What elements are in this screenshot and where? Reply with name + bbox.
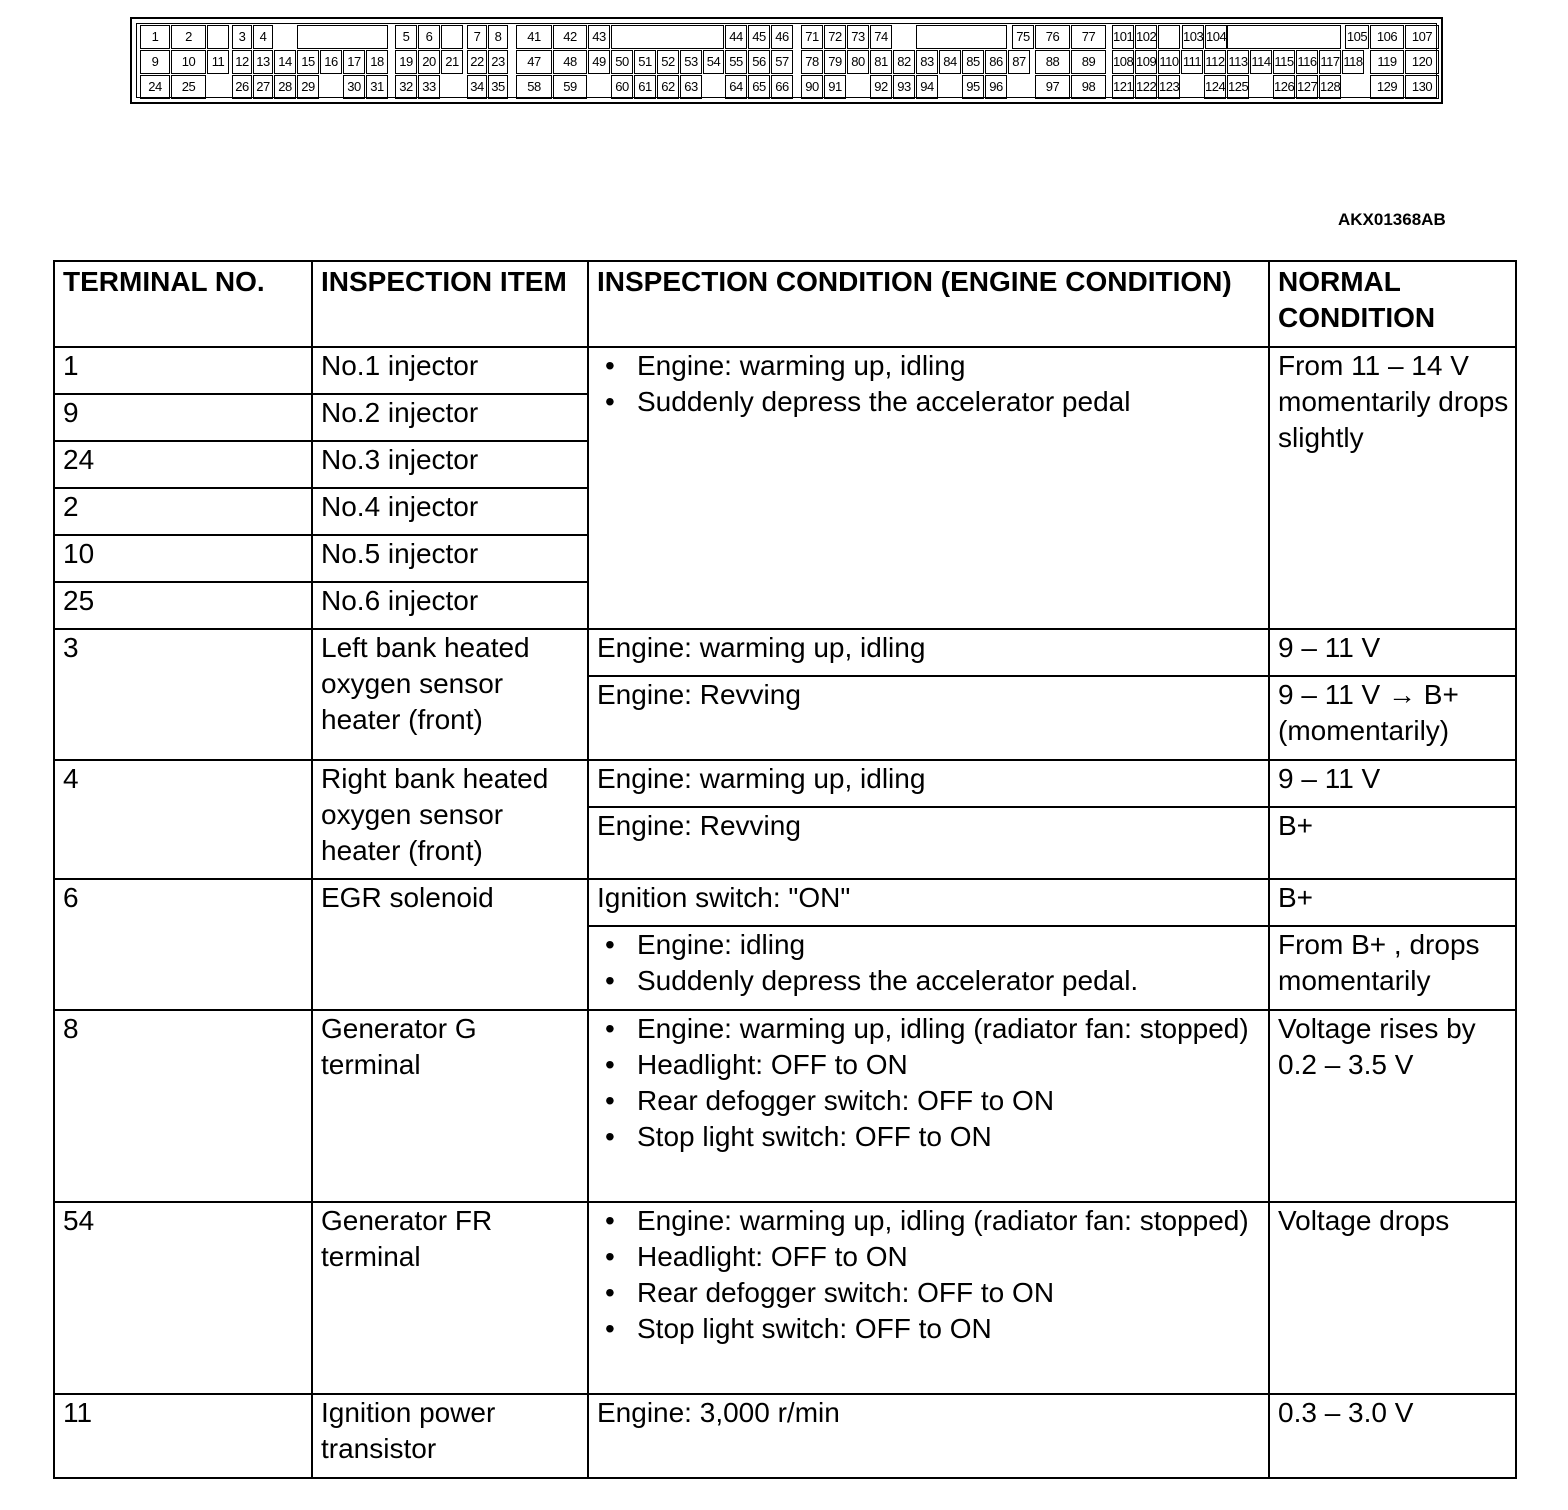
connector-pin-79: 79 [824, 50, 846, 74]
connector-pin-128: 128 [1319, 75, 1341, 99]
condition-cell: Engine: warming up, idling [588, 629, 1269, 676]
connector-pin-57: 57 [771, 50, 793, 74]
connector-pin-127: 127 [1296, 75, 1318, 99]
table-row [54, 1010, 1516, 1202]
connector-pin-110: 110 [1158, 50, 1180, 74]
connector-pin-28: 28 [274, 75, 296, 99]
condition-cell: Engine: Revving [588, 676, 1269, 760]
condition-cell: Engine: warming up, idling [588, 760, 1269, 807]
connector-pin-54: 54 [703, 50, 724, 74]
terminal-cell: 2 [54, 488, 312, 535]
connector-pin-34: 34 [467, 75, 487, 99]
connector-pin-31: 31 [366, 75, 388, 99]
connector-pin-18: 18 [366, 50, 388, 74]
condition-bullet: • Suddenly depress the accelerator pedal. [637, 963, 1262, 999]
connector-pin-10: 10 [171, 50, 206, 74]
condition-cell: Engine: Revving [588, 807, 1269, 879]
connector-pin-35: 35 [488, 75, 508, 99]
connector-pin-9: 9 [140, 50, 170, 74]
terminal-cell: 4 [54, 760, 312, 879]
connector-blank-cavity [611, 25, 724, 49]
connector-blank-cavity [916, 25, 1007, 49]
condition-cell [588, 926, 1269, 1010]
connector-pin-115: 115 [1273, 50, 1295, 74]
item-cell: Ignition power transistor [312, 1394, 588, 1478]
normal-cell: Voltage rises by 0.2 – 3.5 V [1269, 1010, 1516, 1202]
connector-pin-58: 58 [516, 75, 552, 99]
condition-bullet: • Stop light switch: OFF to ON [637, 1119, 1262, 1155]
connector-pin-66: 66 [771, 75, 793, 99]
connector-pin-77: 77 [1071, 25, 1106, 49]
connector-pin-22: 22 [467, 50, 487, 74]
connector-pin-122: 122 [1135, 75, 1157, 99]
connector-pin-108: 108 [1112, 50, 1134, 74]
connector-pin-7: 7 [467, 25, 487, 49]
normal-cell: 0.3 – 3.0 V [1269, 1394, 1516, 1478]
connector-blank-cavity [441, 25, 463, 49]
condition-cell [588, 347, 1269, 629]
terminal-cell: 24 [54, 441, 312, 488]
connector-pin-91: 91 [824, 75, 846, 99]
connector-pin-8: 8 [488, 25, 508, 49]
item-cell: Left bank heated oxygen sensor heater (front) [312, 629, 588, 760]
connector-pin-85: 85 [962, 50, 984, 74]
condition-cell [588, 1202, 1269, 1394]
connector-pin-15: 15 [297, 50, 319, 74]
connector-blank-cavity [297, 25, 388, 49]
item-cell: Generator FR terminal [312, 1202, 588, 1394]
connector-pin-90: 90 [801, 75, 823, 99]
condition-bullet: • Headlight: OFF to ON [637, 1239, 1262, 1275]
connector-pin-52: 52 [657, 50, 679, 74]
header-normal-condition: NORMAL CONDITION [1269, 261, 1516, 347]
connector-pin-16: 16 [320, 50, 342, 74]
normal-cell: 9 – 11 V [1269, 760, 1516, 807]
table-row [54, 879, 1516, 926]
item-cell: No.3 injector [312, 441, 588, 488]
terminal-cell: 10 [54, 535, 312, 582]
table-row [54, 347, 1516, 394]
connector-pin-63: 63 [680, 75, 702, 99]
connector-pin-12: 12 [232, 50, 252, 74]
connector-pin-29: 29 [297, 75, 319, 99]
header-inspection-item: INSPECTION ITEM [312, 261, 588, 347]
terminal-cell: 1 [54, 347, 312, 394]
connector-pin-103: 103 [1182, 25, 1204, 49]
connector-pin-1: 1 [140, 25, 170, 49]
connector-blank-cavity [207, 25, 229, 49]
connector-pin-41: 41 [516, 25, 552, 49]
connector-pin-95: 95 [962, 75, 984, 99]
connector-pin-104: 104 [1205, 25, 1227, 49]
connector-pin-14: 14 [274, 50, 296, 74]
terminal-cell: 25 [54, 582, 312, 629]
connector-pin-111: 111 [1181, 50, 1203, 74]
table-row [54, 629, 1516, 676]
connector-pin-80: 80 [847, 50, 869, 74]
normal-cell: From 11 – 14 V momentarily drops slightly [1269, 347, 1516, 629]
connector-pin-23: 23 [488, 50, 508, 74]
connector-pin-125: 125 [1227, 75, 1249, 99]
connector-pin-53: 53 [680, 50, 702, 74]
connector-pin-17: 17 [343, 50, 365, 74]
connector-pin-43: 43 [588, 25, 610, 49]
table-row [54, 760, 1516, 807]
connector-pin-83: 83 [916, 50, 938, 74]
connector-pin-73: 73 [847, 25, 869, 49]
connector-pin-82: 82 [893, 50, 915, 74]
item-cell: No.4 injector [312, 488, 588, 535]
connector-pin-13: 13 [253, 50, 273, 74]
connector-pin-50: 50 [611, 50, 633, 74]
figure-code: AKX01368AB [1338, 210, 1446, 229]
connector-pin-114: 114 [1250, 50, 1272, 74]
connector-pin-64: 64 [725, 75, 747, 99]
table-header-row [54, 261, 1516, 347]
connector-pin-124: 124 [1204, 75, 1226, 99]
connector-pin-102: 102 [1135, 25, 1157, 49]
connector-pin-118: 118 [1342, 50, 1364, 74]
connector-pin-61: 61 [634, 75, 656, 99]
normal-cell: B+ [1269, 879, 1516, 926]
condition-bullet: • Rear defogger switch: OFF to ON [637, 1275, 1262, 1311]
connector-pin-25: 25 [171, 75, 206, 99]
connector-pin-123: 123 [1158, 75, 1180, 99]
normal-cell: Voltage drops [1269, 1202, 1516, 1394]
connector-pin-24: 24 [140, 75, 170, 99]
connector-pin-106: 106 [1370, 25, 1404, 49]
connector-pin-101: 101 [1112, 25, 1134, 49]
connector-pin-19: 19 [395, 50, 417, 74]
connector-pin-30: 30 [343, 75, 365, 99]
connector-pin-117: 117 [1319, 50, 1341, 74]
condition-bullet: • Engine: warming up, idling (radiator fan: stopped) [637, 1011, 1262, 1047]
connector-pin-27: 27 [253, 75, 273, 99]
connector-pin-88: 88 [1035, 50, 1070, 74]
terminal-inspection-table [53, 260, 1517, 1479]
connector-pin-51: 51 [634, 50, 656, 74]
connector-pin-21: 21 [441, 50, 463, 74]
connector-pin-94: 94 [916, 75, 938, 99]
header-inspection-condition: INSPECTION CONDITION (ENGINE CONDITION) [588, 261, 1269, 347]
connector-pin-49: 49 [588, 50, 610, 74]
connector-pin-84: 84 [939, 50, 961, 74]
connector-pin-71: 71 [801, 25, 823, 49]
table-row [54, 1202, 1516, 1394]
condition-cell: Engine: 3,000 r/min [588, 1394, 1269, 1478]
header-terminal-no: TERMINAL NO. [54, 261, 312, 347]
connector-pin-130: 130 [1405, 75, 1439, 99]
connector-pin-76: 76 [1035, 25, 1070, 49]
connector-pin-20: 20 [418, 50, 440, 74]
connector-pin-32: 32 [395, 75, 417, 99]
condition-bullet: • Headlight: OFF to ON [637, 1047, 1262, 1083]
connector-pin-5: 5 [395, 25, 417, 49]
item-cell: Generator G terminal [312, 1010, 588, 1202]
connector-pin-2: 2 [171, 25, 206, 49]
terminal-cell: 8 [54, 1010, 312, 1202]
terminal-cell: 3 [54, 629, 312, 760]
item-cell: No.1 injector [312, 347, 588, 394]
connector-pin-126: 126 [1273, 75, 1295, 99]
connector-pin-105: 105 [1345, 25, 1369, 49]
connector-pin-96: 96 [985, 75, 1007, 99]
connector-pin-45: 45 [748, 25, 770, 49]
connector-pin-109: 109 [1135, 50, 1157, 74]
connector-pin-74: 74 [870, 25, 892, 49]
connector-pin-11: 11 [207, 50, 229, 74]
normal-cell: B+ [1269, 807, 1516, 879]
connector-pin-42: 42 [553, 25, 587, 49]
condition-bullet: • Rear defogger switch: OFF to ON [637, 1083, 1262, 1119]
connector-pin-78: 78 [801, 50, 823, 74]
connector-pin-72: 72 [824, 25, 846, 49]
connector-pin-119: 119 [1370, 50, 1404, 74]
connector-pin-120: 120 [1405, 50, 1439, 74]
connector-pin-112: 112 [1204, 50, 1226, 74]
connector-pin-113: 113 [1227, 50, 1249, 74]
condition-bullet: • Suddenly depress the accelerator pedal [637, 384, 1262, 420]
connector-pin-4: 4 [253, 25, 273, 49]
condition-bullet: • Engine: warming up, idling [637, 348, 1262, 384]
connector-pin-47: 47 [516, 50, 552, 74]
connector-pin-121: 121 [1112, 75, 1134, 99]
connector-pin-97: 97 [1035, 75, 1070, 99]
connector-pin-62: 62 [657, 75, 679, 99]
item-cell: No.5 injector [312, 535, 588, 582]
table-row [54, 1394, 1516, 1478]
normal-cell: 9 – 11 V → B+ (momentarily) [1269, 676, 1516, 760]
connector-pin-81: 81 [870, 50, 892, 74]
connector-pin-26: 26 [232, 75, 252, 99]
normal-cell: From B+ , drops momentarily [1269, 926, 1516, 1010]
connector-pin-116: 116 [1296, 50, 1318, 74]
connector-pin-129: 129 [1370, 75, 1404, 99]
connector-pin-75: 75 [1012, 25, 1034, 49]
connector-pin-92: 92 [870, 75, 892, 99]
connector-pin-59: 59 [553, 75, 587, 99]
connector-pin-107: 107 [1405, 25, 1439, 49]
item-cell: EGR solenoid [312, 879, 588, 1010]
connector-pin-55: 55 [725, 50, 747, 74]
connector-pin-60: 60 [611, 75, 633, 99]
connector-pin-65: 65 [748, 75, 770, 99]
terminal-cell: 11 [54, 1394, 312, 1478]
normal-cell: 9 – 11 V [1269, 629, 1516, 676]
connector-pin-87: 87 [1008, 50, 1030, 74]
condition-bullet: • Stop light switch: OFF to ON [637, 1311, 1262, 1347]
item-cell: Right bank heated oxygen sensor heater (front) [312, 760, 588, 879]
connector-pin-44: 44 [725, 25, 747, 49]
connector-blank-cavity [1158, 25, 1180, 49]
condition-bullet: • Engine: warming up, idling (radiator fan: stopped) [637, 1203, 1262, 1239]
connector-pin-89: 89 [1071, 50, 1106, 74]
connector-pin-3: 3 [232, 25, 252, 49]
connector-pin-48: 48 [553, 50, 587, 74]
connector-pin-33: 33 [418, 75, 440, 99]
item-cell: No.6 injector [312, 582, 588, 629]
connector-pin-56: 56 [748, 50, 770, 74]
terminal-cell: 54 [54, 1202, 312, 1394]
condition-cell [588, 1010, 1269, 1202]
item-cell: No.2 injector [312, 394, 588, 441]
connector-pin-86: 86 [985, 50, 1007, 74]
connector-blank-cavity [1227, 25, 1341, 49]
condition-cell: Ignition switch: "ON" [588, 879, 1269, 926]
connector-pin-98: 98 [1071, 75, 1106, 99]
ecu-connector-diagram [130, 17, 1443, 104]
terminal-cell: 9 [54, 394, 312, 441]
connector-pin-6: 6 [418, 25, 440, 49]
terminal-cell: 6 [54, 879, 312, 1010]
connector-pin-93: 93 [893, 75, 915, 99]
connector-pin-46: 46 [771, 25, 793, 49]
condition-bullet: • Engine: idling [637, 927, 1262, 963]
